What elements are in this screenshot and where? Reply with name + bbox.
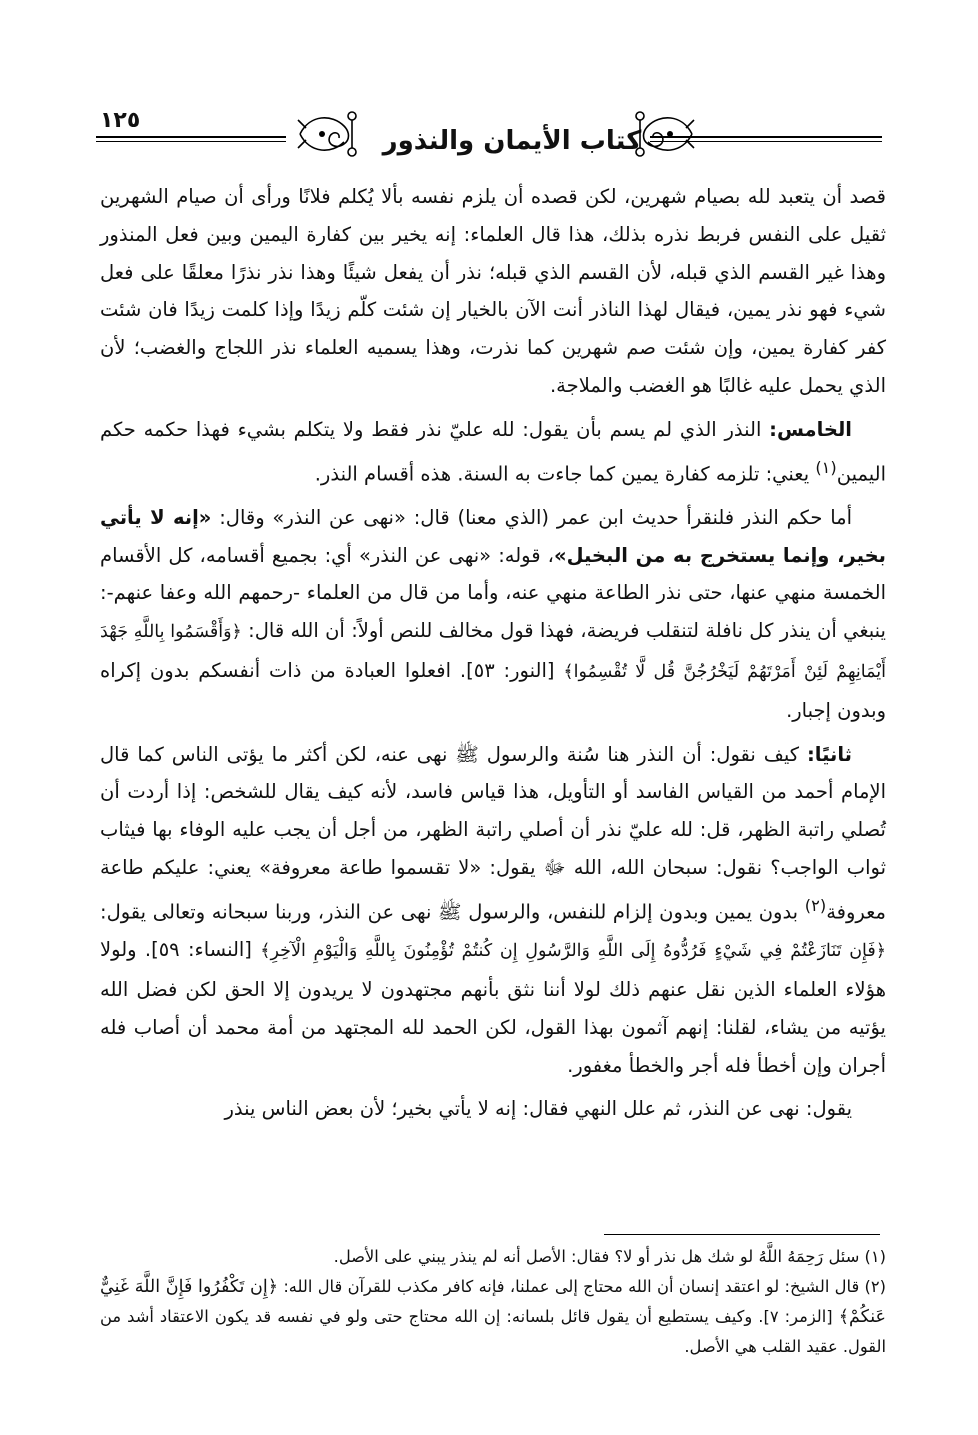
paragraph-2-lead: الخامس: (769, 417, 852, 441)
footnote-ref-1[interactable]: (١) (815, 457, 837, 477)
paragraph-2 (100, 411, 886, 493)
paragraph-3-text-d: [النور: ٥٣]. افعلوا العبادة من ذات أنفسكم بدون إكراه وبدون إجبار. (100, 659, 886, 722)
paragraph-5: يقول: نهى عن النذر، ثم علل النهي فقال: إنه لا يأتي بخير؛ لأن بعض الناس ينذر (224, 1097, 852, 1121)
footnote-2-number: (٢) (864, 1277, 887, 1296)
paragraph-4 (100, 736, 886, 1085)
paragraph-4-text-a: كيف نقول: أن النذر هنا سُنة والرسول ﷺ نهى عنه، لكن أكثر ما يؤتى الناس كما قال الإمام أحمد من القياس الفاسد أو التأويل، هذا قياس فاسد، لأنه كيف يقال للشخص: إذا أردت أن تُصلي راتبة الظهر، قل: لله عليّ نذر أن أصلي راتبة الظهر، من أجل أن يجب عليه الوفاء بها فيثاب ثواب الواجب؟ نقول: سبحان الله، الله ﷻ يقول: «لا تقسموا طاعة معروفة» يعني: عليكم طاعة معروفة (100, 742, 886, 924)
paragraph-4-text-c: [النساء: ٥٩]. ولولا هؤلاء العلماء الذين نقل عنهم ذلك لولا أننا نثق بأنهم مجتهدون لا يريدون إلا الحق لكن فضل الله يؤتيه من يشاء، لقلنا: إنهم آثمون بهذا القول، لكن الحمد لله المجتهد من أمة محمد أن أصاب فله أجران وإن أخطأ فله أجر والخطأ مغفور. (100, 938, 886, 1077)
paragraph-3-text-c: ، قوله: «نهى عن النذر» أي: بجميع أقسامه، كل الأقسام الخمسة منهي عنها، حتى نذر الطاعة منهي عنه، وأما من قال من العلماء -رحمهم الله وعفا عنهم-: ينبغي أن ينذر كل نافلة لتنقلب فريضة، فهذا قول مخالف للنص أولاً: أن الله قال: (100, 543, 886, 643)
header-rule-left (96, 136, 286, 138)
footnote-ref-2[interactable]: (٢) (804, 895, 827, 915)
paragraph-3-text-a: أما حكم النذر فلنقرأ حديث ابن عمر (الذي معنا) قال: «نهى عن النذر» وقال: (211, 505, 852, 529)
footnote-2 (100, 1272, 886, 1362)
footnote-separator (604, 1234, 880, 1235)
page-number: ١٢٥ (100, 108, 141, 133)
header-rule-left-thin (96, 141, 286, 142)
footnote-2-quran: ﴿إِن تَكْفُرُوا فَإِنَّ اللَّهَ غَنِيٌّ عَنكُمْ﴾ (100, 1277, 886, 1327)
ornament-left-icon (292, 104, 362, 164)
running-title: كتاب الأيمان والنذور (382, 126, 642, 156)
paragraph-4-lead: ثانيًا: (806, 742, 852, 766)
paragraph-2-text-b: يعني: تلزمه كفارة يمين كما جاءت به السنة. هذه أقسام النذر. (314, 462, 816, 486)
footnote-2-text-b: [الزمر: ٧]. وكيف يستطيع أن يقول قائل بلسانه: إن الله محتاج حتى ولو في نفسه قد يكون الاعتقاد أشد من القول. عقيد القلب هي الأصل. (100, 1307, 886, 1356)
paragraph-1: قصد أن يتعبد لله بصيام شهرين، لكن قصده أن يلزم نفسه بألا يُكلم فلانًا ورأى أن صيام الشهرين ثقيل على النفس فربط نذره بذلك، هذا قال العلماء: إنه يخير بين كفارة اليمين وبين فعل المنذور وهذا غير القسم الذي قبله، لأن القسم الذي قبله؛ نذر أن يفعل شيئًا وهذا نذر نذرًا معلقًا على فعل شيء فهو نذر يمين، فيقال لهذا الناذر أنت الآن بالخيار إن شئت كلّم زيدًا وإذا كلمت زيدًا فان شئت كفر كفارة يمين، وإن شئت صم شهرين كما نذرت، وهذا يسميه العلماء نذر اللجاج والغضب؛ لأن الذي يحمل عليه غالبًا هو الغضب والملاجة. (100, 185, 886, 397)
ornament-right-icon (630, 104, 700, 164)
footnote-1-text: سئل رَحِمَهُ اللَّهُ لو شك هل نذر أو لا؟ فقال: الأصل أنه لم ينذر يبني على الأصل. (333, 1247, 865, 1266)
footnote-2-text-a: قال الشيخ: لو اعتقد إنسان أن الله محتاج إلى عملنا، فإنه كافر مكذب للقرآن قال الله: (278, 1277, 865, 1296)
quran-verse-2: ﴿فَإِن تَنَازَعْتُمْ فِي شَيْءٍ فَرُدُّوهُ إِلَى اللَّهِ وَالرَّسُولِ إِن كُنتُمْ تُؤْمِنُونَ بِاللَّهِ وَالْيَوْمِ الْآخِرِ﴾ (260, 941, 887, 962)
paragraph-2-text-a: النذر الذي لم يسم بأن يقول: لله عليّ نذر فقط ولا يتكلم بشيء فهذا حكمه حكم اليمين (100, 417, 886, 486)
quran-verse-1: ﴿وَأَقْسَمُوا بِاللَّهِ جَهْدَ أَيْمَانِهِمْ لَئِنْ أَمَرْتَهُمْ لَيَخْرُجُنَّ قُل لَّا تُقْسِمُوا﴾ (100, 622, 886, 683)
paragraph-4-text-b: بدون يمين وبدون إلزام للنفس، والرسول ﷺ نهى عن النذر، وربنا سبحانه وتعالى يقول: (100, 900, 805, 924)
footnotes (100, 1242, 886, 1362)
page-header (96, 100, 882, 170)
footnote-1 (100, 1242, 886, 1272)
main-text (100, 178, 886, 1134)
footnote-1-number: (١) (864, 1247, 886, 1266)
hadith-quote: «إنه لا يأتي بخير، وإنما يستخرج به من البخيل» (100, 505, 886, 567)
paragraph-3 (100, 499, 886, 730)
